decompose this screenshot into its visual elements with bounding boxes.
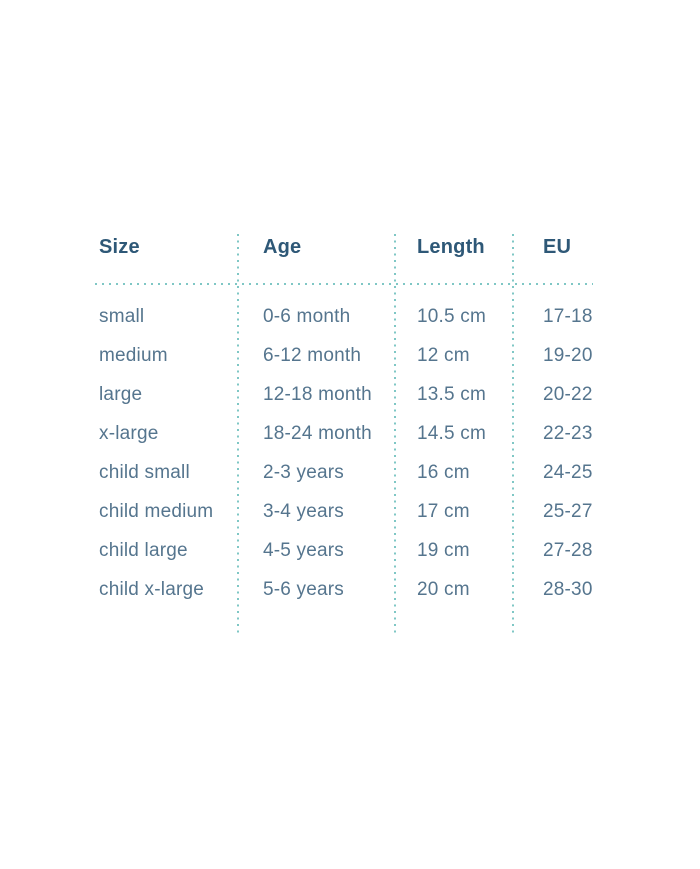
cell-length: 10.5 cm (417, 305, 486, 327)
cell-eu: 22-23 (543, 422, 593, 444)
cell-eu: 27-28 (543, 539, 593, 561)
cell-eu: 19-20 (543, 344, 593, 366)
cell-age: 0-6 month (263, 305, 351, 327)
cell-age: 3-4 years (263, 500, 345, 522)
table-row (97, 297, 600, 336)
column-header-age: Age (263, 236, 302, 258)
cell-length: 17 cm (417, 500, 470, 522)
cell-size: child large (99, 539, 188, 561)
cell-eu: 17-18 (543, 305, 593, 327)
column-header-length: Length (417, 236, 485, 258)
cell-size: small (99, 305, 145, 327)
cell-eu: 20-22 (543, 383, 593, 405)
table-header-row (97, 234, 600, 283)
cell-length: 14.5 cm (417, 422, 486, 444)
cell-age: 18-24 month (263, 422, 372, 444)
cell-length: 19 cm (417, 539, 470, 561)
table-row (97, 414, 600, 453)
cell-length: 12 cm (417, 344, 470, 366)
cell-age: 5-6 years (263, 578, 345, 600)
cell-size: child medium (99, 500, 214, 522)
cell-age: 4-5 years (263, 539, 345, 561)
cell-size: child small (99, 461, 190, 483)
column-header-size: Size (99, 236, 140, 258)
table-row (97, 531, 600, 570)
column-divider-line (237, 234, 239, 634)
table-row (97, 492, 600, 531)
table-row (97, 336, 600, 375)
column-divider-line (394, 234, 396, 634)
cell-size: x-large (99, 422, 159, 444)
table-row (97, 375, 600, 414)
table-body (97, 283, 600, 609)
table-row (97, 453, 600, 492)
cell-length: 13.5 cm (417, 383, 486, 405)
cell-size: child x-large (99, 578, 205, 600)
cell-age: 12-18 month (263, 383, 372, 405)
cell-length: 16 cm (417, 461, 470, 483)
cell-size: large (99, 383, 143, 405)
cell-eu: 25-27 (543, 500, 593, 522)
table-row (97, 570, 600, 609)
cell-age: 6-12 month (263, 344, 362, 366)
cell-eu: 24-25 (543, 461, 593, 483)
column-header-eu: EU (543, 236, 572, 258)
cell-size: medium (99, 344, 168, 366)
header-divider-line (95, 283, 593, 285)
cell-length: 20 cm (417, 578, 470, 600)
column-divider-line (512, 234, 514, 634)
cell-eu: 28-30 (543, 578, 593, 600)
cell-age: 2-3 years (263, 461, 345, 483)
size-chart-table (97, 234, 600, 634)
